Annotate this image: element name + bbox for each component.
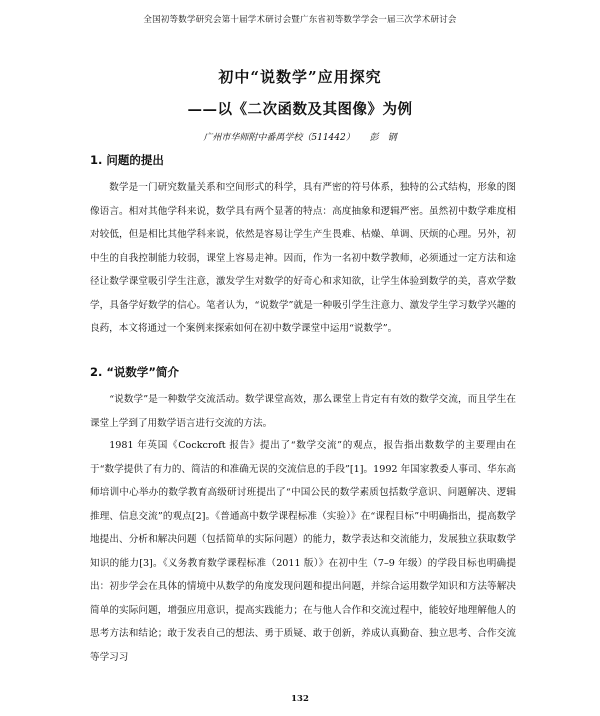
paper-subtitle: ——以《二次函数及其图像》为例 xyxy=(187,101,413,118)
section-2-paragraph-2: 1981 年英国《Cockcroft 报告》提出了“数学交流”的观点，报告指出数数学的主要理由在于“数学提供了有力的、简洁的和准确无误的交流信息的手段”[1]。1992 年国家教委人事司、华东高师培训中心举办的数学教育高级研讨班提出了“中国公民的数学素质包括数学意识、问题解决、逻辑推理、信息交流”的观点[2]。《普通高中数学课程标准（实验）》在“课程目标”中明确指出，提高数学地提出、分析和解决问题（包括简单的实际问题）的能力，数学表达和交流能力，发展独立获取数学知识的能力[3]。《义务教育数学课程标准（2011 版）》在初中生（7–9 年级）的学段目标也明确提出：初步学会在具体的情境中从数学的角度发现问题和提出问题，并综合运用数学知识和方法等解决简单的实际问题，增强应用意识，提高实践能力；在与他人合作和交流过程中，能较好地理解他人的思考方法和结论；敢于发表自己的想法、勇于质疑、敢于创新，养成认真勤奋、独立思考、合作交流等学习习 xyxy=(90,440,516,663)
paper-title: 初中“说数学”应用探究 xyxy=(218,68,382,86)
author-line xyxy=(0,130,600,143)
author-affiliation: 广州市华师附中番禺学校（511442） xyxy=(203,133,355,143)
section-heading-1: 1. 问题的提出 xyxy=(90,153,164,167)
running-header: 全国初等数学研究会第十届学术研讨会暨广东省初等数学学会一届三次学术研讨会 xyxy=(143,15,457,25)
section-2-paragraph-1: “说数学”是一种数学交流活动。数学课堂高效，那么课堂上肯定有有效的数学交流，而且学生在课堂上学到了用数学语言进行交流的方法。 xyxy=(90,394,516,429)
author-name: 彭 钢 xyxy=(369,133,397,143)
section-heading-2: 2. “说数学”简介 xyxy=(90,365,179,379)
section-1-paragraph-1: 数学是一门研究数量关系和空间形式的科学，具有严密的符号体系，独特的公式结构，形象的图像语言。相对其他学科来说，数学具有两个显著的特点：高度抽象和逻辑严密。虽然初中数学难度相对较低，但是相比其他学科来说，依然是容易让学生产生畏难、枯燥、单调、厌烦的心理。另外，初中生的自我控制能力较弱，课堂上容易走神。因而，作为一名初中数学教师，必须通过一定方法和途径让数学课堂吸引学生注意，激发学生对数学的好奇心和求知欲，让学生体验到数学的美，喜欢学数学，具备学好数学的信心。笔者认为，“说数学”就是一种吸引学生注意力、激发学生学习数学兴趣的良药，本文将通过一个案例来探索如何在初中数学课堂中运用“说数学”。 xyxy=(90,182,516,334)
page-number: 132 xyxy=(291,694,309,704)
